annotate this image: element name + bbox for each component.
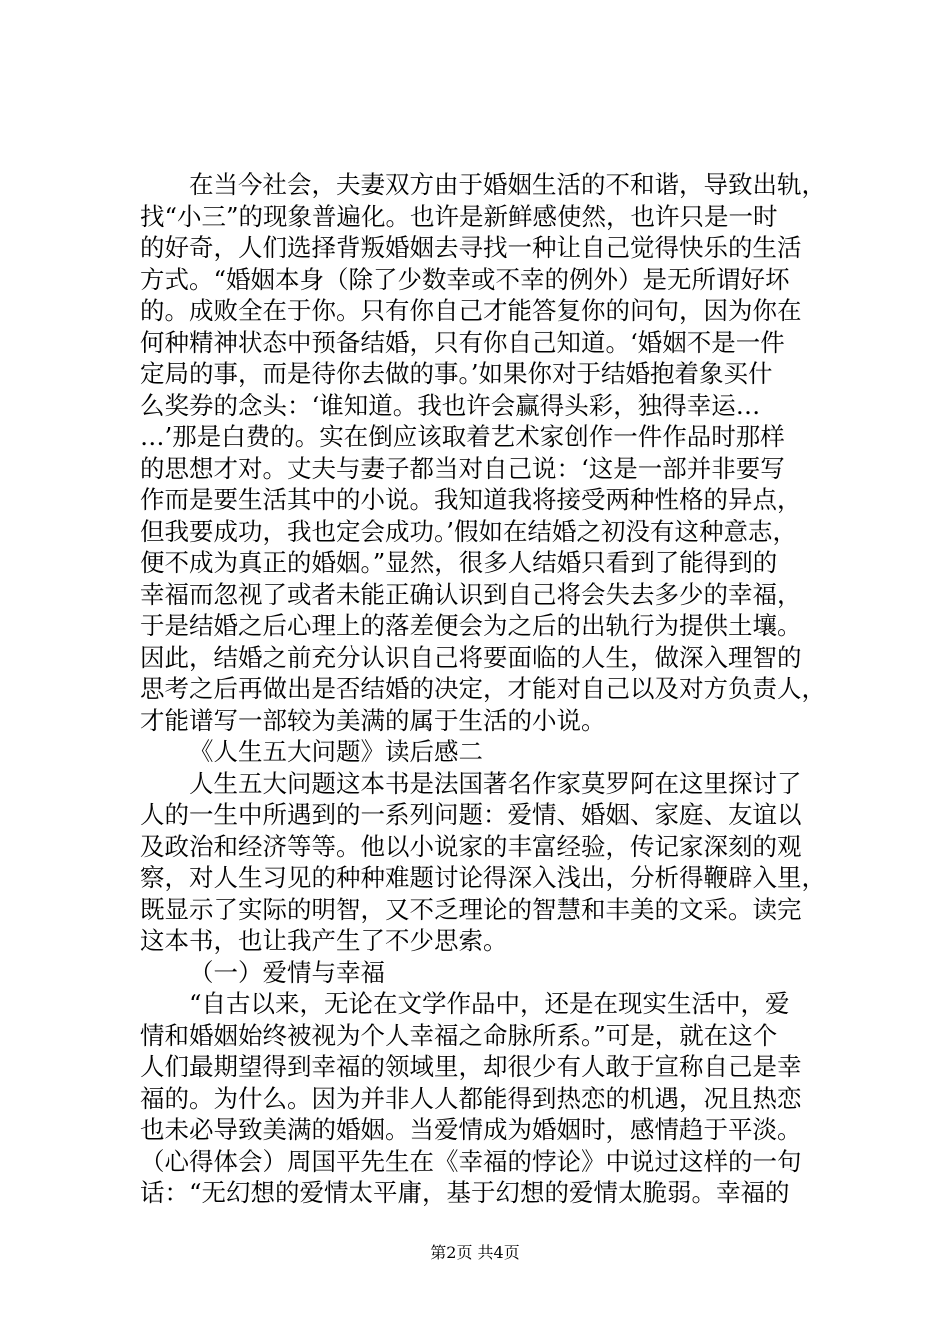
text-line: 的。成败全在于你。只有你自己才能答复你的问句，因为你在 (140, 296, 802, 325)
text-line: （一）爱情与幸福 (189, 957, 385, 987)
text-line: 人生五大问题这本书是法国著名作家莫罗阿在这里探讨了 (189, 768, 802, 798)
text-line: …’那是白费的。实在倒应该取着艺术家创作一件作品时那样 (140, 422, 785, 451)
text-line: 作而是要生活其中的小说。我知道我将接受两种性格的异点， (140, 485, 802, 514)
text-line: （心得体会）周国平先生在《幸福的悖论》中说过这样的一句 (140, 1146, 802, 1176)
text-line: 定局的事，而是待你去做的事。’如果你对于结婚抱着象买什 (140, 359, 773, 388)
text-line: 及政治和经济等等。他以小说家的丰富经验，传记家深刻的观 (140, 831, 802, 861)
document-body (140, 169, 846, 1209)
text-line: 思考之后再做出是否结婚的决定，才能对自己以及对方负责人， (140, 674, 826, 703)
text-line: 既显示了实际的明智，又不乏理论的智慧和丰美的文采。读完 (140, 894, 802, 924)
text-line: 何种精神状态中预备结婚，只有你自己知道。‘婚姻不是一件 (140, 327, 785, 357)
text-line: 便不成为真正的婚姻。”显然，很多人结婚只看到了能得到的 (140, 548, 778, 577)
text-line: 的好奇，人们选择背叛婚姻去寻找一种让自己觉得快乐的生活 (140, 233, 802, 262)
text-line: 才能谱写一部较为美满的属于生活的小说。 (140, 705, 606, 735)
text-line: 但我要成功，我也定会成功。’假如在结婚之初没有这种意志， (140, 516, 798, 546)
text-line: 的思想才对。丈夫与妻子都当对自己说：‘这是一部并非要写 (140, 453, 785, 483)
text-line: 察，对人生习见的种种难题讨论得深入浅出，分析得鞭辟入里， (140, 863, 826, 892)
text-line: 情和婚姻始终被视为个人幸福之命脉所系。”可是，就在这个 (140, 1020, 778, 1050)
text-line: 幸福而忽视了或者未能正确认识到自己将会失去多少的幸福， (140, 579, 802, 609)
text-line: 找“小三”的现象普遍化。也许是新鲜感使然，也许只是一时 (140, 201, 778, 231)
text-line: 在当今社会，夫妻双方由于婚姻生活的不和谐，导致出轨， (189, 170, 826, 199)
page-footer: 第2页 共4页 (430, 1243, 520, 1262)
text-line: 话：“无幻想的爱情太平庸，基于幻想的爱情太脆弱。幸福的 (140, 1178, 790, 1207)
text-line: 因此，结婚之前充分认识自己将要面临的人生，做深入理智的 (140, 642, 802, 672)
text-line: 福的。为什么。因为并非人人都能得到热恋的机遇，况且热恋 (140, 1083, 802, 1113)
text-line: 么奖券的念头：‘谁知道。我也许会赢得头彩，独得幸运… (140, 390, 761, 420)
text-line: 《人生五大问题》读后感二 (189, 737, 483, 766)
text-line: 人们最期望得到幸福的领域里，却很少有人敢于宣称自己是幸 (140, 1052, 802, 1081)
text-line: 于是结婚之后心理上的落差便会为之后的出轨行为提供土壤。 (140, 611, 802, 640)
text-line: 人的一生中所遇到的一系列问题：爱情、婚姻、家庭、友谊以 (140, 800, 802, 829)
text-line: 也未必导致美满的婚姻。当爱情成为婚姻时，感情趋于平淡。 (140, 1115, 802, 1144)
text-line: 方式。“婚姻本身（除了少数幸或不幸的例外）是无所谓好坏 (140, 264, 790, 294)
text-line: 这本书，也让我产生了不少思索。 (140, 926, 508, 955)
text-line: “自古以来，无论在文学作品中，还是在现实生活中，爱 (189, 989, 790, 1018)
